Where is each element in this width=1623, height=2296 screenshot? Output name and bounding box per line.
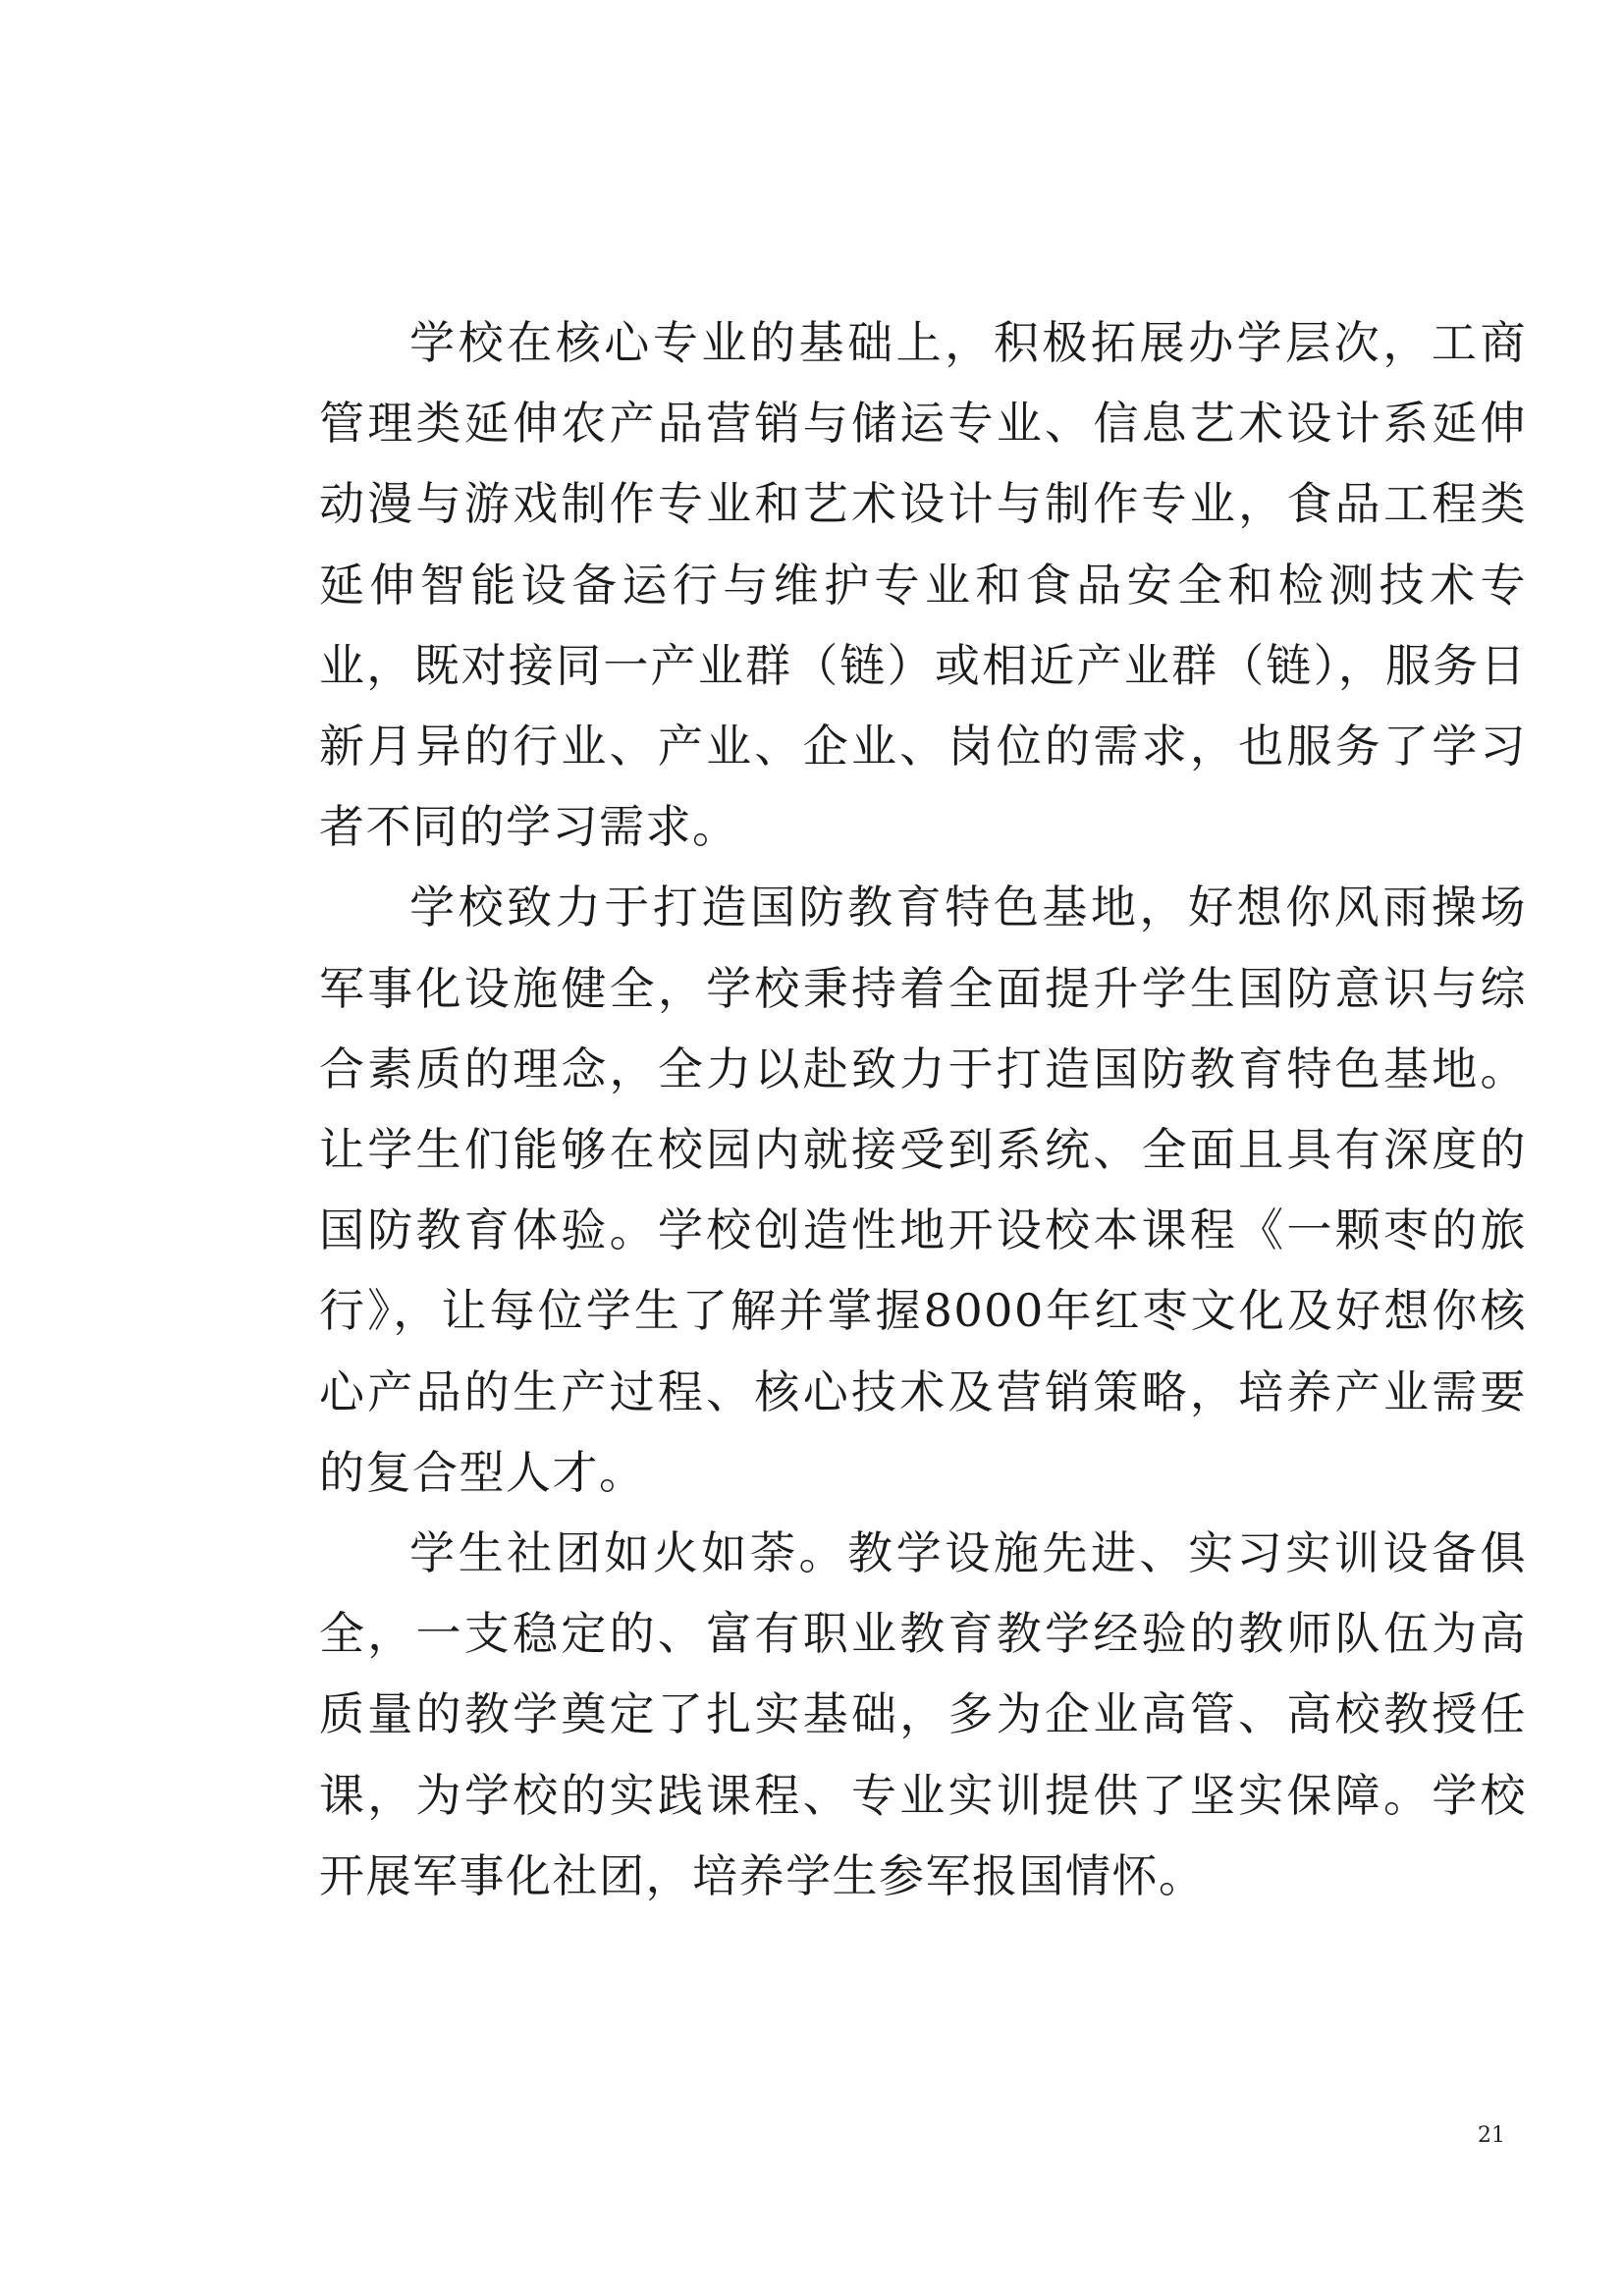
paragraph-program-expansion: 学校在核心专业的基础上，积极拓展办学层次，工商管理类延伸农产品营销与储运专业、信息艺术设计系延伸动漫与游戏制作专业和艺术设计与制作专业，食品工程类延伸智能设备运行与维护专业和食品安全和检测技术专业，既对接同一产业群（链）或相近产业群（链），服务日新月异的行业、产业、企业、岗位的需求，也服务了学习者不同的学习需求。 bbox=[319, 316, 1527, 854]
paragraph-defense-education: 学校致力于打造国防教育特色基地，好想你风雨操场军事化设施健全，学校秉持着全面提升学生国防意识与综合素质的理念，全力以赴致力于打造国防教育特色基地。让学生们能够在校园内就接受到系统、全面且具有深度的国防教育体验。学校创造性地开设校本课程《一颗枣的旅行》，让每位学生了解并掌握8000年红枣文化及好想你核心产品的生产过程、核心技术及营销策略，培养产业需要的复合型人才。 bbox=[319, 881, 1527, 1499]
page-number: 21 bbox=[1478, 2123, 1505, 2148]
document-body bbox=[319, 302, 1527, 1916]
paragraph-student-clubs: 学生社团如火如荼。教学设施先进、实习实训设备俱全，一支稳定的、富有职业教育教学经验的教师队伍为高质量的教学奠定了扎实基础，多为企业高管、高校教授任课，为学校的实践课程、专业实训提供了坚实保障。学校开展军事化社团，培养学生参军报国情怀。 bbox=[319, 1526, 1527, 1902]
